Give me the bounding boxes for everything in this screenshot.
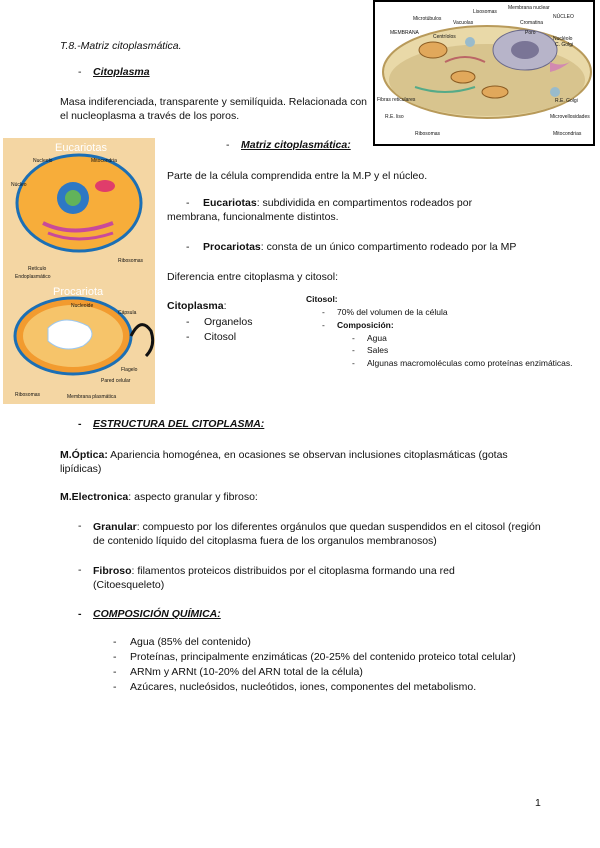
label-reticulo: Retículo <box>28 266 47 272</box>
estructura-heading: ESTRUCTURA DEL CITOPLASMA: <box>93 418 265 430</box>
citosol-box-title: Citosol: <box>306 294 338 304</box>
moptica-text: Apariencia homogénea, en ocasiones se observan inclusiones citoplasmáticas (gotas lipídicas) <box>60 449 508 475</box>
label-mitocondria: Mitocondria <box>91 158 117 164</box>
bullet-dash: - <box>352 345 355 355</box>
composicion-item-arn: ARNm y ARNt (10-20% del ARN total de la célula) <box>130 666 363 678</box>
label-endoplasmatico: Endoplasmático <box>15 274 51 280</box>
citoplasma-item-citosol: Citosol <box>204 331 237 343</box>
bullet-dash: - <box>226 139 230 151</box>
melectronica-line <box>60 491 258 503</box>
fibroso-label: Fibroso <box>93 565 132 577</box>
composicion-item-proteinas: Proteínas, principalmente enzimáticas (20-25% del contenido proteico total celular) <box>130 651 516 663</box>
label-poro: Poro <box>525 30 536 36</box>
label-vacuolas: Vacuolas <box>453 20 474 26</box>
composicion-item-agua: Agua (85% del contenido) <box>130 636 251 648</box>
melectronica-label: M.Electronica <box>60 491 129 503</box>
bullet-dash: - <box>322 320 325 330</box>
composicion-item-azucares: Azúcares, nucleósidos, nucleótidos, iones, componentes del metabolismo. <box>130 681 477 693</box>
label-lisosomas: Lisosomas <box>473 9 497 15</box>
bullet-dash: - <box>78 66 82 78</box>
label-capsula: Cápsula <box>118 310 137 316</box>
label-r-e-golgi: R.E. Golgi <box>555 98 578 104</box>
procariotas-text: : consta de un único compartimento rodeado por la MP <box>260 241 517 253</box>
bullet-dash: - <box>78 418 82 430</box>
bullet-dash: - <box>186 316 190 328</box>
bullet-dash: - <box>113 636 117 648</box>
label-membrana: MEMBRANA <box>390 30 419 36</box>
bullet-dash: - <box>186 197 190 209</box>
composicion-heading: COMPOSICIÓN QUÍMICA: <box>93 608 221 620</box>
label-mitocondrias: Mitocondrias <box>553 131 582 137</box>
bullet-dash: - <box>113 681 117 693</box>
bullet-dash: - <box>78 608 82 620</box>
label-membrana-nuclear: Membrana nuclear <box>508 5 550 11</box>
eucariotas-figure-title: Eucariotas <box>55 142 107 154</box>
eucariotas-paragraph <box>167 196 527 224</box>
label-pared-celular: Pared celular <box>101 378 131 384</box>
granular-text: : compuesto por los diferentes orgánulos que quedan suspendidos en el citosol (región de contenido líquido del citoplasma fuera de los organulos membranosos) <box>93 521 541 547</box>
fibroso-paragraph <box>93 564 523 592</box>
label-membrana-plasmatica: Membrana plasmática <box>67 394 117 400</box>
matriz-intro: Parte de la célula comprendida entre la M.P y el núcleo. <box>167 170 428 182</box>
label-microvellosidades: Microvellosidades <box>550 114 590 120</box>
citosol-comp-macromoleculas: Algunas macromoléculas como proteínas enzimáticas. <box>367 358 573 368</box>
bullet-dash: - <box>352 358 355 368</box>
citoplasma-box-title: Citoplasma: <box>167 300 227 312</box>
moptica-label: M.Óptica: <box>60 449 108 461</box>
label-nucleo: NÚCLEO <box>553 14 574 20</box>
label-c-golgi: C. Golgi <box>555 42 574 48</box>
label-ribosomas-prok: Ribosomas <box>15 392 41 398</box>
label-centriolos: Centríolos <box>433 34 456 40</box>
fibroso-text: : filamentos proteicos distribuidos por el citoplasma formando una red (Citoesqueleto) <box>93 565 455 591</box>
label-nucleoide: Nucleoide <box>71 303 94 309</box>
granular-paragraph <box>93 520 543 548</box>
bullet-dash: - <box>113 666 117 678</box>
label-ribosomas-euk: Ribosomas <box>118 258 144 264</box>
organisms-figure <box>3 138 155 404</box>
procariotas-label: Procariotas <box>203 241 261 253</box>
granular-label: Granular <box>93 521 137 533</box>
procariotas-line <box>203 241 516 253</box>
bullet-dash: - <box>186 331 190 343</box>
procariota-figure-title: Procariota <box>53 286 104 298</box>
eukaryote-prokaryote-illustration <box>3 138 155 404</box>
diferencia-text: Diferencia entre citoplasma y citosol: <box>167 271 338 283</box>
citosol-item-volumen: 70% del volumen de la célula <box>337 307 448 317</box>
moptica-paragraph <box>60 448 540 476</box>
citosol-composicion-label: Composición: <box>337 320 394 330</box>
page-title: T.8.-Matriz citoplasmática. <box>60 40 182 52</box>
animal-cell-figure <box>373 0 595 146</box>
bullet-dash: - <box>78 564 82 576</box>
matriz-heading: Matriz citoplasmática: <box>241 139 351 151</box>
bullet-dash: - <box>352 333 355 343</box>
citosol-comp-sales: Sales <box>367 345 389 355</box>
bullet-dash: - <box>78 520 82 532</box>
label-flagelo: Flagelo <box>121 367 138 373</box>
animal-cell-illustration <box>375 2 593 144</box>
bullet-dash: - <box>186 241 190 253</box>
bullet-dash: - <box>113 651 117 663</box>
citosol-comp-agua: Agua <box>367 333 387 343</box>
label-r-e-liso: R.E. liso <box>385 114 404 120</box>
bullet-dash: - <box>322 307 325 317</box>
label-nucleo-euk: Núcleo <box>11 182 27 188</box>
label-nucleolo-euk: Nucleolo <box>33 158 53 164</box>
label-ribosomas: Ribosomas <box>415 131 441 137</box>
citoplasma-item-organelos: Organelos <box>204 316 253 328</box>
label-cromatina: Cromatina <box>520 20 544 26</box>
melectronica-text: : aspecto granular y fibroso: <box>128 491 258 503</box>
eucariotas-label: Eucariotas <box>203 197 257 209</box>
label-microtubulos: Microtúbulos <box>413 16 442 22</box>
eucariotas-text: : subdividida en compartimentos rodeados por membrana, funcionalmente distintos. <box>167 197 473 223</box>
page-number: 1 <box>535 797 541 809</box>
label-fibras-reticulares: Fibras reticulares <box>377 97 416 103</box>
citoplasma-heading: Citoplasma <box>93 66 150 78</box>
label-nucleolo: Nucléolo <box>553 36 573 42</box>
citoplasma-text: Masa indiferenciada, transparente y semilíquida. Relacionada con el nucleoplasma a través de los poros. <box>60 96 368 122</box>
